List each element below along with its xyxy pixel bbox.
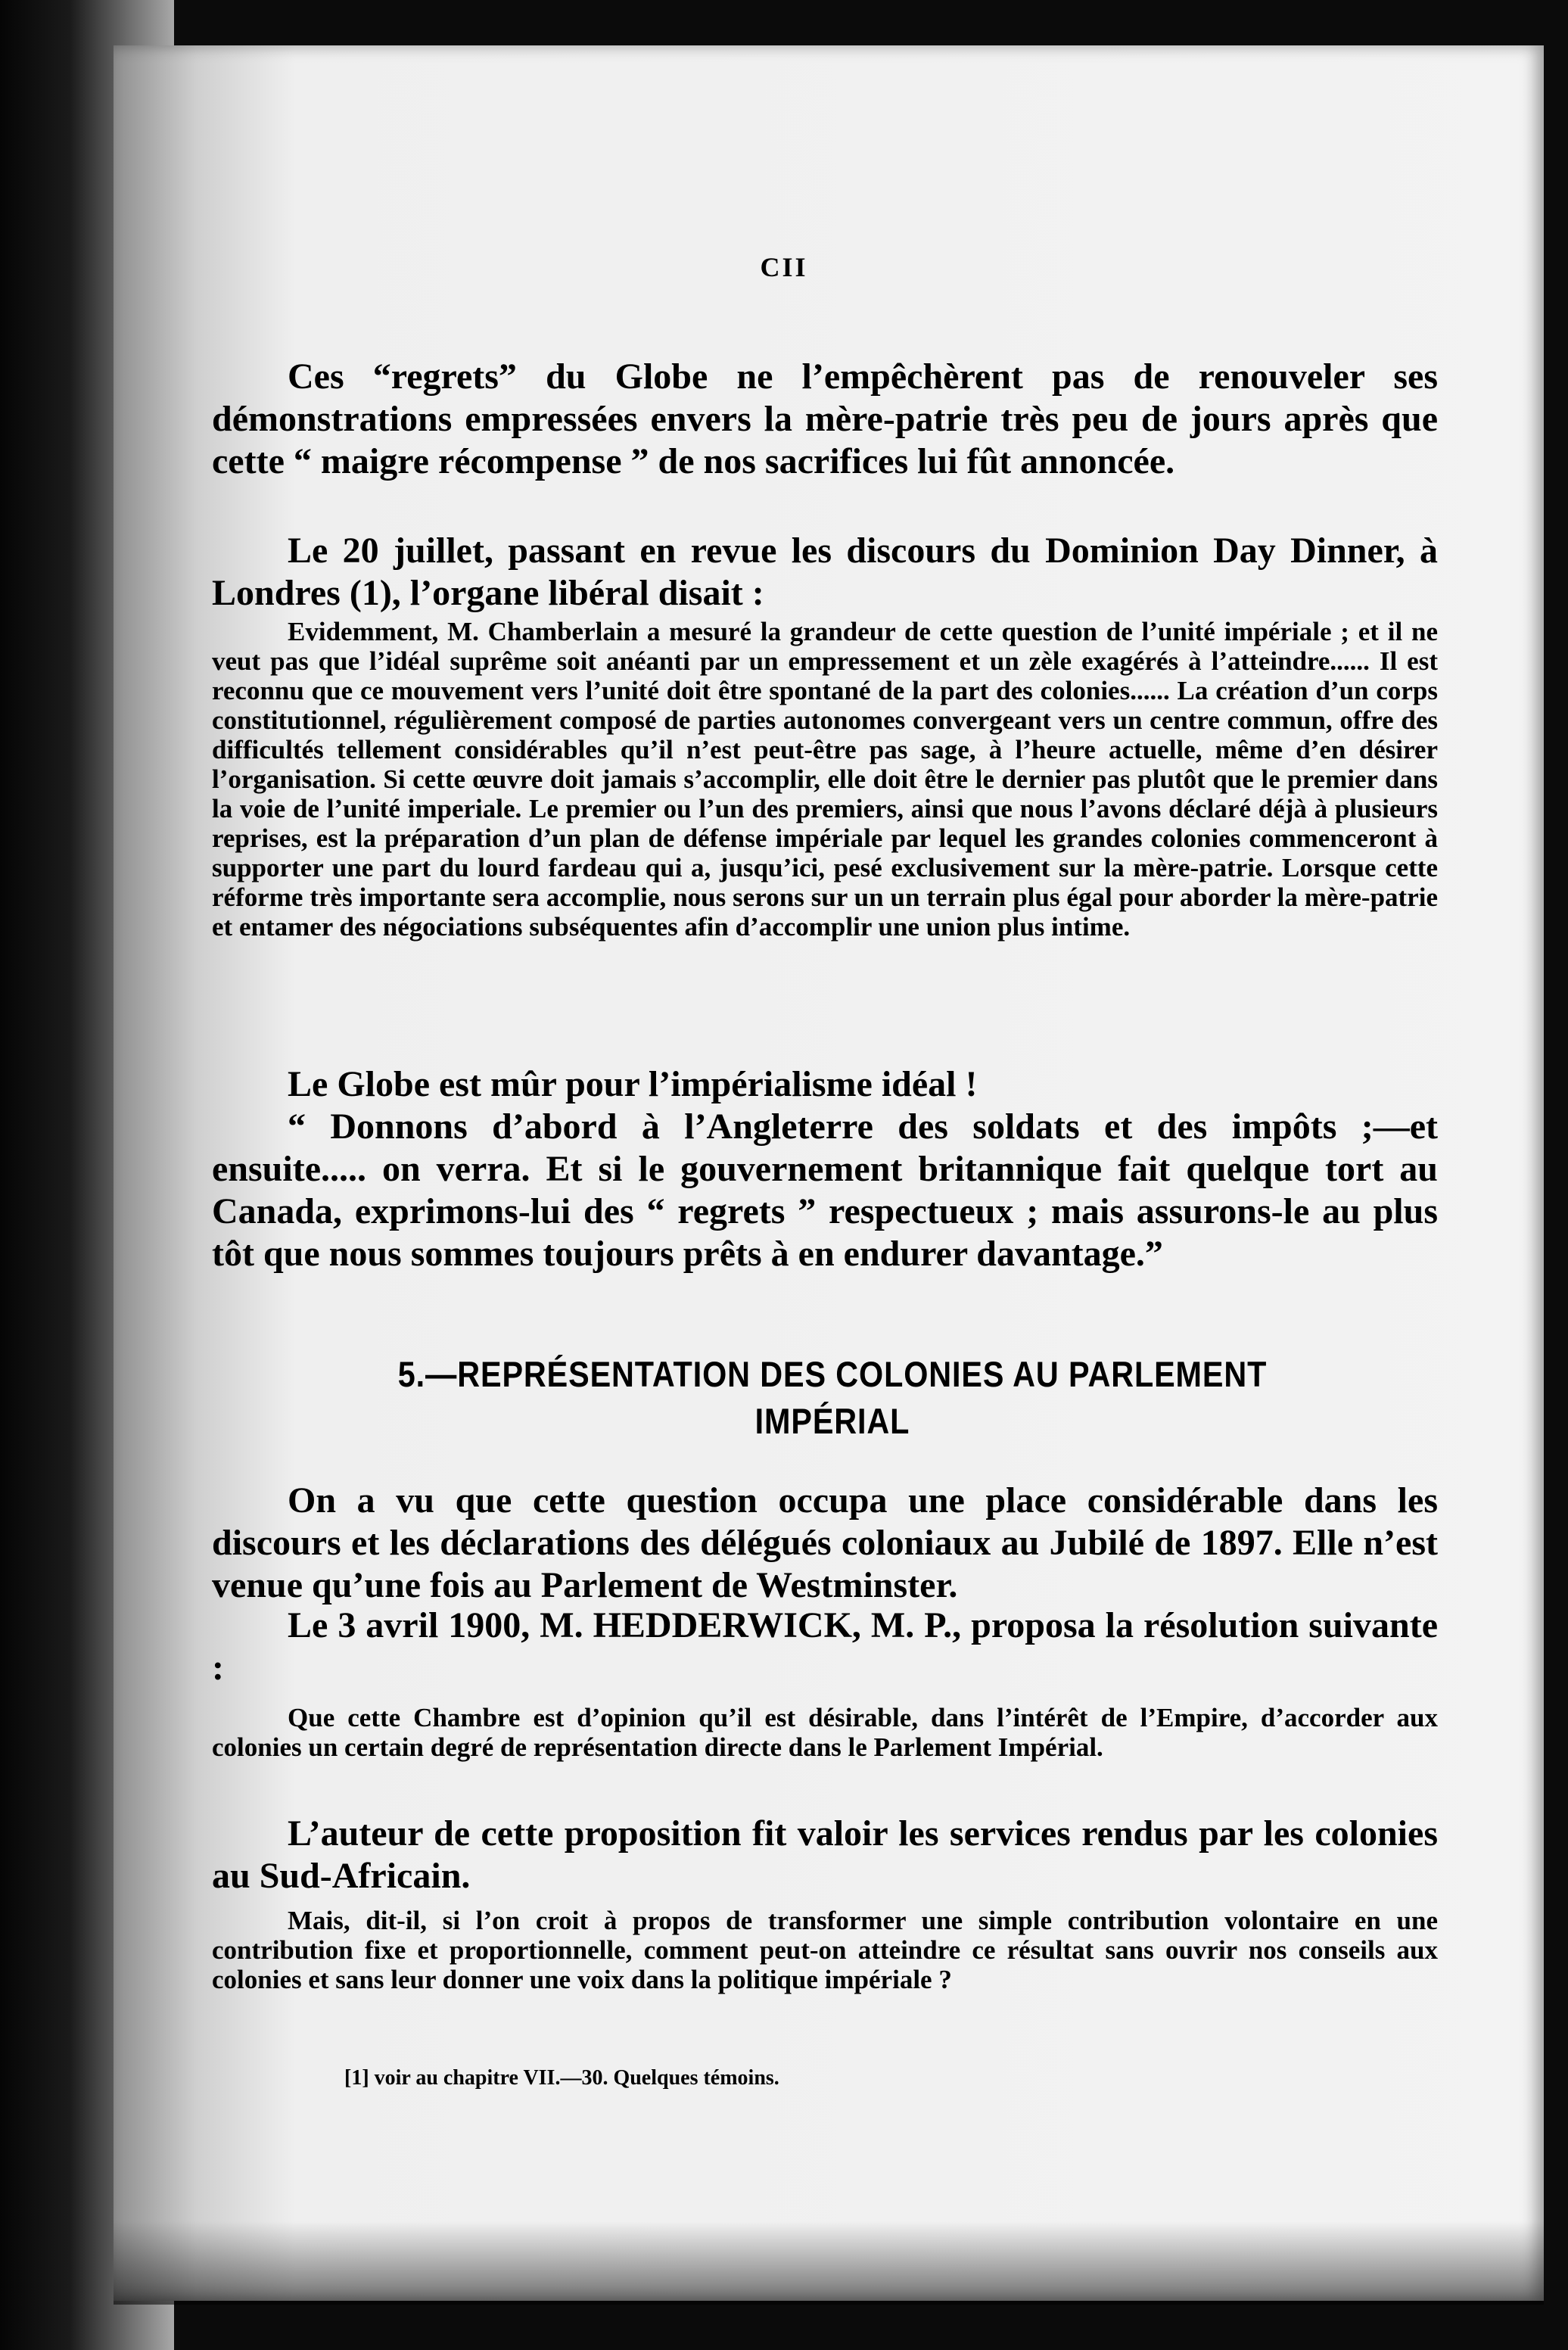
paragraph-hedderwick [212,1605,1438,1689]
footnote-text: [1] voir au chapitre VII.—30. Quelques témoins. [344,2066,779,2090]
blockquote-chamberlain [212,617,1438,942]
paragraph-donnons [212,1106,1438,1275]
blockquote-mais [212,1906,1438,1994]
paragraph-dominion-day [212,530,1438,615]
paragraph-text: On a vu que cette question occupa une place considérable dans les discours et les déclarations des délégués coloniaux au Jubilé de 1897. Elle n’est venue qu’une fois au Parlement de Westminster. [212,1480,1438,1605]
paragraph-text: Ces “regrets” du Globe ne l’empêchèrent pas de renouveler ses démonstrations empressées envers la mère-patrie très peu de jours après que cette “ maigre récompense ” de nos sacrifices lui fût annoncée. [212,356,1438,481]
quote-text: Mais, dit-il, si l’on croit à propos de transformer une simple contribution volontaire en une contribution fixe et proportionnelle, comment peut-on atteindre ce résultat sans ouvrir nos conseils aux colonies et sans leur donner une voix dans la politique impériale ? [212,1906,1438,1994]
paragraph-globe-regrets [212,356,1438,483]
paragraph-text: Le 20 juillet, passant en revue les discours du Dominion Day Dinner, à Londres (1), l’organe libéral disait : [212,531,1438,613]
paragraph-text: Le 3 avril 1900, M. HEDDERWICK, M. P., proposa la résolution suivante : [212,1605,1438,1688]
paragraph-globe-imperialisme [212,1063,1438,1106]
section-heading [300,1351,1365,1445]
paragraph-text: Le Globe est mûr pour l’impérialisme idéal ! [288,1064,978,1104]
quote-text: Que cette Chambre est d’opinion qu’il est désirable, dans l’intérêt de l’Empire, d’accorder aux colonies un certain degré de représentation directe dans le Parlement Impérial. [212,1703,1438,1762]
heading-line-2: IMPÉRIAL [754,1401,910,1441]
paragraph-text: L’auteur de cette proposition fit valoir les services rendus par les colonies au Sud-Africain. [212,1813,1438,1896]
paragraph-question [212,1480,1438,1607]
blockquote-resolution [212,1703,1438,1762]
page-number: CII [760,252,808,282]
paragraph-text: “ Donnons d’abord à l’Angleterre des soldats et des impôts ;—et ensuite..... on verra. Et si le gouvernement britannique fait quelque tort au Canada, exprimons-lui des “ regrets ” respectueux ; mais assurons-le au plus tôt que nous sommes toujours prêts à en endurer davantage.” [212,1107,1438,1274]
heading-line-1: 5.—REPRÉSENTATION DES COLONIES AU PARLEMENT [397,1354,1268,1394]
paragraph-auteur [212,1813,1438,1897]
quote-text: Evidemment, M. Chamberlain a mesuré la grandeur de cette question de l’unité impériale ; et il ne veut pas que l’idéal suprême soit anéanti par un empressement et un zèle exagérés à l’atteindre...... Il est reconnu que ce mouvement vers l’unité doit être spontané de la part des colonies...... La création d’un corps constitutionnel, régulièrement composé de parties autonomes convergeant vers un centre commun, offre des difficultés tellement considérables qu’il n’est peut-être pas sage, à l’heure actuelle, même d’en désirer l’organisation. Si cette œuvre doit jamais s’accomplir, elle doit être le dernier pas plutôt que le premier dans la voie de l’unité imperiale. Le premier ou l’un des premiers, ainsi que nous l’avons déclaré déjà à plusieurs reprises, est la préparation d’un plan de défense impériale par lequel les grandes colonies commenceront à supporter une part du lourd fardeau qui a, jusqu’ici, pesé exclusivement sur la mère-patrie. Lorsque cette réforme très importante sera accomplie, nous serons sur un un terrain plus égal pour aborder la mère-patrie et entamer des négociations subséquentes afin d’accomplir une union plus intime. [212,617,1438,942]
footnote [344,2066,1328,2090]
scan-shadow-bottom [114,2221,1544,2305]
